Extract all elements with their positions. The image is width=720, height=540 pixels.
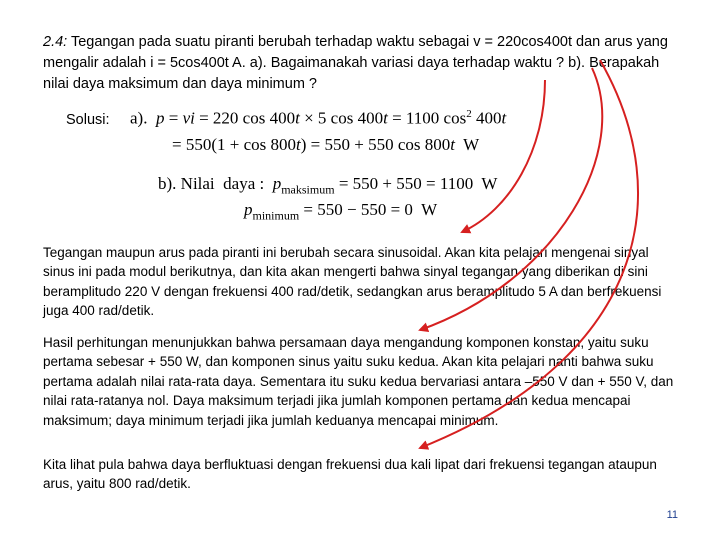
formula-line-1: a). p = vi = 220 cos 400t × 5 cos 400t = 1100 $\cos^2 400t$ (130, 108, 507, 128)
paragraph-2: Hasil perhitungan menunjukkan bahwa persamaan daya mengandung komponen konstan, yaitu suku pertama sebesar + 550 W, dan komponen sinus yaitu suku kedua. Akan kita pelajari nanti bahwa suku pertama adalah nilai rata-rata daya. Sementara itu suku kedua bervariasi antara –550 V dan + 550 V, dan nilai rata-ratanya nol. Daya maksimum terjadi jika jumlah komponen pertama dan kedua mencapai maksimum; daya minimum terjadi jika jumlah keduanya mencapai minimum. (43, 335, 674, 428)
formula-line-4: $p_{minimum} = 550 - 550 = 0$ W (244, 200, 438, 223)
paragraph-1: Tegangan maupun arus pada piranti ini berubah secara sinusoidal. Akan kita pelajari mengenai sinyal sinus ini pada modul berikutnya, dan kita akan mengerti bahwa sinyal tegangan yang diberikan di sini beramplitudo 220 V dengan frekuensi 400 rad/detik, sedangkan arus beramplitudo 5 A dan berfrekuensi juga 400 rad/detik. (43, 245, 662, 319)
formula-line-2: = 550(1 + cos 800t) = 550 + 550 cos 800t W (172, 135, 480, 154)
page-number: 11 (666, 509, 678, 521)
formula-line-3: b). Nilai daya : $p_{maksimum} = 550 + 550 = 1100$ W (158, 174, 498, 197)
problem-label: 2.4: (43, 34, 68, 50)
problem-statement (43, 32, 683, 95)
problem-text: Tegangan pada suatu piranti berubah terhadap waktu sebagai v = 220cos400t dan arus yang mengalir adalah i = 5cos400t A. a). Bagaimanakah variasi daya terhadap waktu ? b). Berapakah nilai daya maksimum dan daya minimum ? (43, 34, 668, 92)
arrow-to-paragraph-1 (462, 80, 545, 232)
paragraph-3: Kita lihat pula bahwa daya berfluktuasi dengan frekuensi dua kali lipat dari frekuensi tegangan ataupun arus, yaitu 800 rad/detik. (43, 457, 657, 492)
solution-label: Solusi: (66, 112, 110, 128)
